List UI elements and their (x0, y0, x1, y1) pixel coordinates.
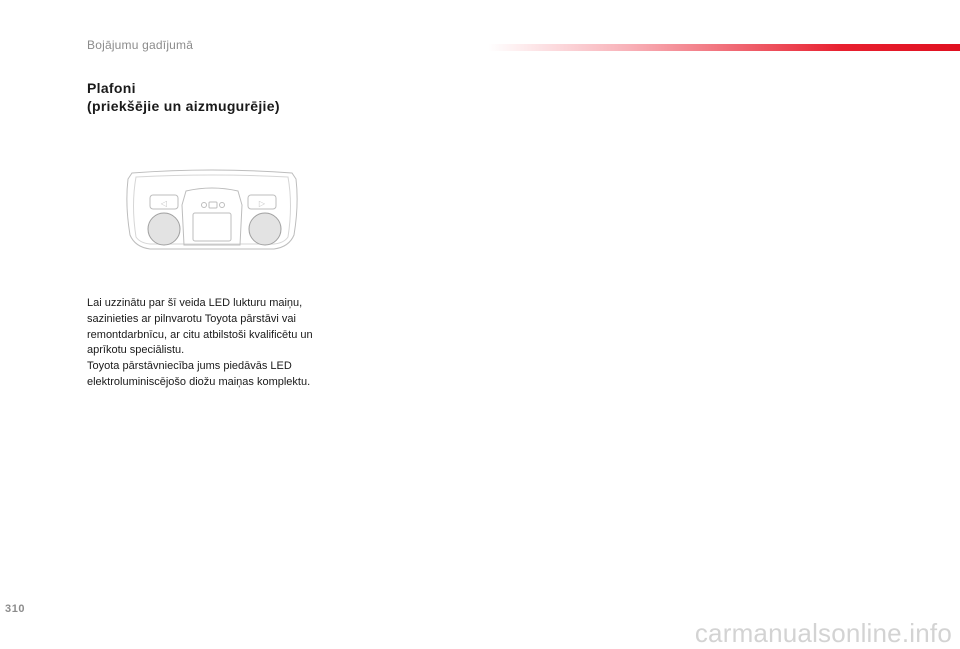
center-button-middle (209, 202, 217, 208)
body-paragraph (87, 296, 347, 391)
watermark: carmanualsonline.info (694, 618, 952, 648)
left-lamp-lens (148, 213, 180, 245)
right-switch-glyph: ▷ (258, 199, 266, 208)
section-title: Bojājumu gadījumā (87, 38, 194, 52)
page-heading (87, 79, 280, 115)
body-line: Lai uzzinātu par šī veida LED lukturu maiņu, (87, 297, 303, 309)
center-console-display (193, 213, 231, 241)
body-line: sazinieties ar pilnvarotu Toyota pārstāvi vai (87, 312, 296, 325)
center-sensor-right (220, 203, 225, 208)
body-line: elektroluminiscējošo diožu maiņas komplektu. (87, 375, 311, 388)
body-line: aprīkotu speciālistu. (87, 344, 185, 357)
body-line: remontdarbnīcu, ar citu atbilstoši kvalificētu un (87, 328, 313, 341)
center-sensor-left (202, 203, 207, 208)
body-line: Toyota pārstāvniecība jums piedāvās LED (87, 360, 292, 373)
heading-line-2: (priekšējie un aizmugurējie) (87, 98, 280, 114)
page-number: 310 (5, 603, 26, 615)
header-accent-bar (488, 44, 960, 51)
left-switch-glyph: ◁ (160, 199, 168, 208)
center-console-outline (182, 188, 242, 245)
right-lamp-lens (249, 213, 281, 245)
heading-line-1: Plafoni (87, 80, 136, 96)
ceiling-lamp-illustration (124, 165, 300, 255)
